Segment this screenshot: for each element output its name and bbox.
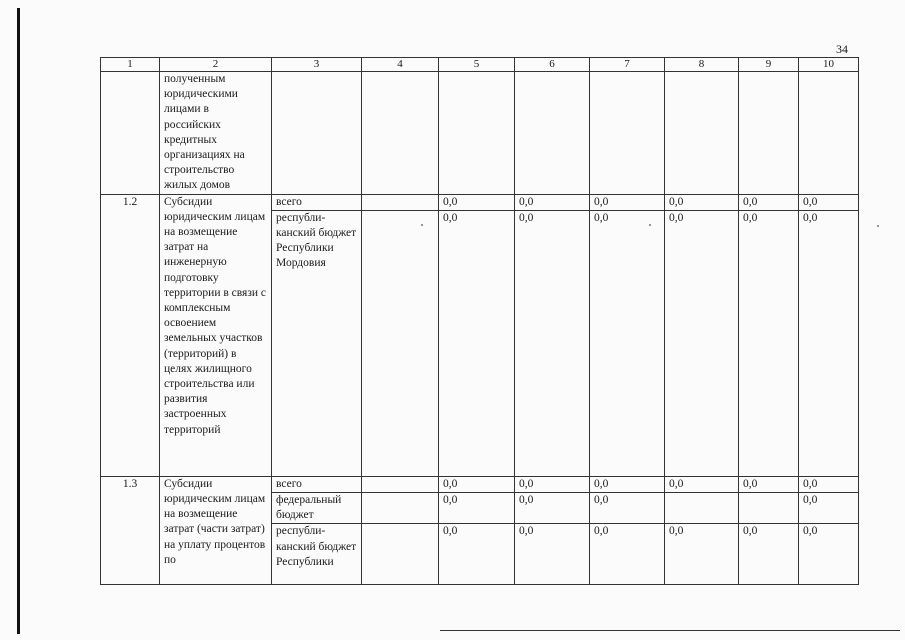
value-cell: 0,0: [590, 476, 665, 492]
value-cell: 0,0: [439, 493, 515, 524]
column-header: 10: [799, 58, 859, 72]
table-row: [101, 72, 859, 195]
value-cell: 0,0: [739, 476, 799, 492]
value-cell: 0,0: [665, 476, 739, 492]
column-header: 8: [665, 58, 739, 72]
source-cell: всего: [272, 476, 362, 492]
description-cell: Субсидии юридическим лицам на возмещение затрат на инженерную подготовку территории в связи с комплексным освоением земельных участков (территорий) в целях жилищного строительства или развития застроенных территорий: [160, 194, 272, 476]
value-cell: 0,0: [439, 194, 515, 210]
column-header: 2: [160, 58, 272, 72]
source-cell: федеральный бюджет: [272, 493, 362, 524]
column-header: 6: [515, 58, 590, 72]
page-number: 34: [836, 42, 848, 56]
value-cell: 0,0: [590, 524, 665, 585]
value-cell: 0,0: [590, 210, 665, 476]
source-cell: всего: [272, 194, 362, 210]
value-cell: [665, 493, 739, 524]
scan-edge-mark: [17, 8, 20, 634]
scan-bottom-line: [440, 630, 900, 631]
budget-table: [100, 57, 859, 585]
value-cell: 0,0: [515, 194, 590, 210]
table-row: [101, 476, 859, 492]
column-header: 7: [590, 58, 665, 72]
value-cell: 0,0: [739, 210, 799, 476]
value-cell: 0,0: [439, 476, 515, 492]
index-cell: 1.2: [101, 194, 160, 476]
header-row: [101, 58, 859, 72]
value-cell: [739, 493, 799, 524]
value-cell: 0,0: [515, 476, 590, 492]
scan-speck: [877, 225, 879, 227]
source-cell: республи-канский бюджет Республики Мордовия: [272, 210, 362, 476]
value-cell: 0,0: [799, 493, 859, 524]
value-cell: 0,0: [439, 524, 515, 585]
index-cell: 1.3: [101, 476, 160, 585]
value-cell: 0,0: [799, 524, 859, 585]
column-header: 1: [101, 58, 160, 72]
value-cell: 0,0: [739, 194, 799, 210]
value-cell: 0,0: [665, 524, 739, 585]
value-cell: 0,0: [590, 493, 665, 524]
value-cell: 0,0: [515, 493, 590, 524]
column-header: 3: [272, 58, 362, 72]
value-cell: 0,0: [515, 524, 590, 585]
value-cell: 0,0: [515, 210, 590, 476]
column-header: 5: [439, 58, 515, 72]
description-cell: полученным юридическими лицами в российских кредитных организациях на строительство жилых домов: [160, 72, 272, 195]
value-cell: 0,0: [665, 194, 739, 210]
column-header: 9: [739, 58, 799, 72]
value-cell: 0,0: [439, 210, 515, 476]
value-cell: 0,0: [799, 194, 859, 210]
value-cell: 0,0: [739, 524, 799, 585]
value-cell: 0,0: [799, 476, 859, 492]
index-cell: [101, 72, 160, 195]
value-cell: 0,0: [590, 194, 665, 210]
value-cell: 0,0: [799, 210, 859, 476]
column-header: 4: [362, 58, 439, 72]
description-cell: Субсидии юридическим лицам на возмещение затрат (части затрат) на уплату процентов по: [160, 476, 272, 585]
source-cell: республи-канский бюджет Республики: [272, 524, 362, 585]
table-row: [101, 194, 859, 210]
value-cell: 0,0: [665, 210, 739, 476]
